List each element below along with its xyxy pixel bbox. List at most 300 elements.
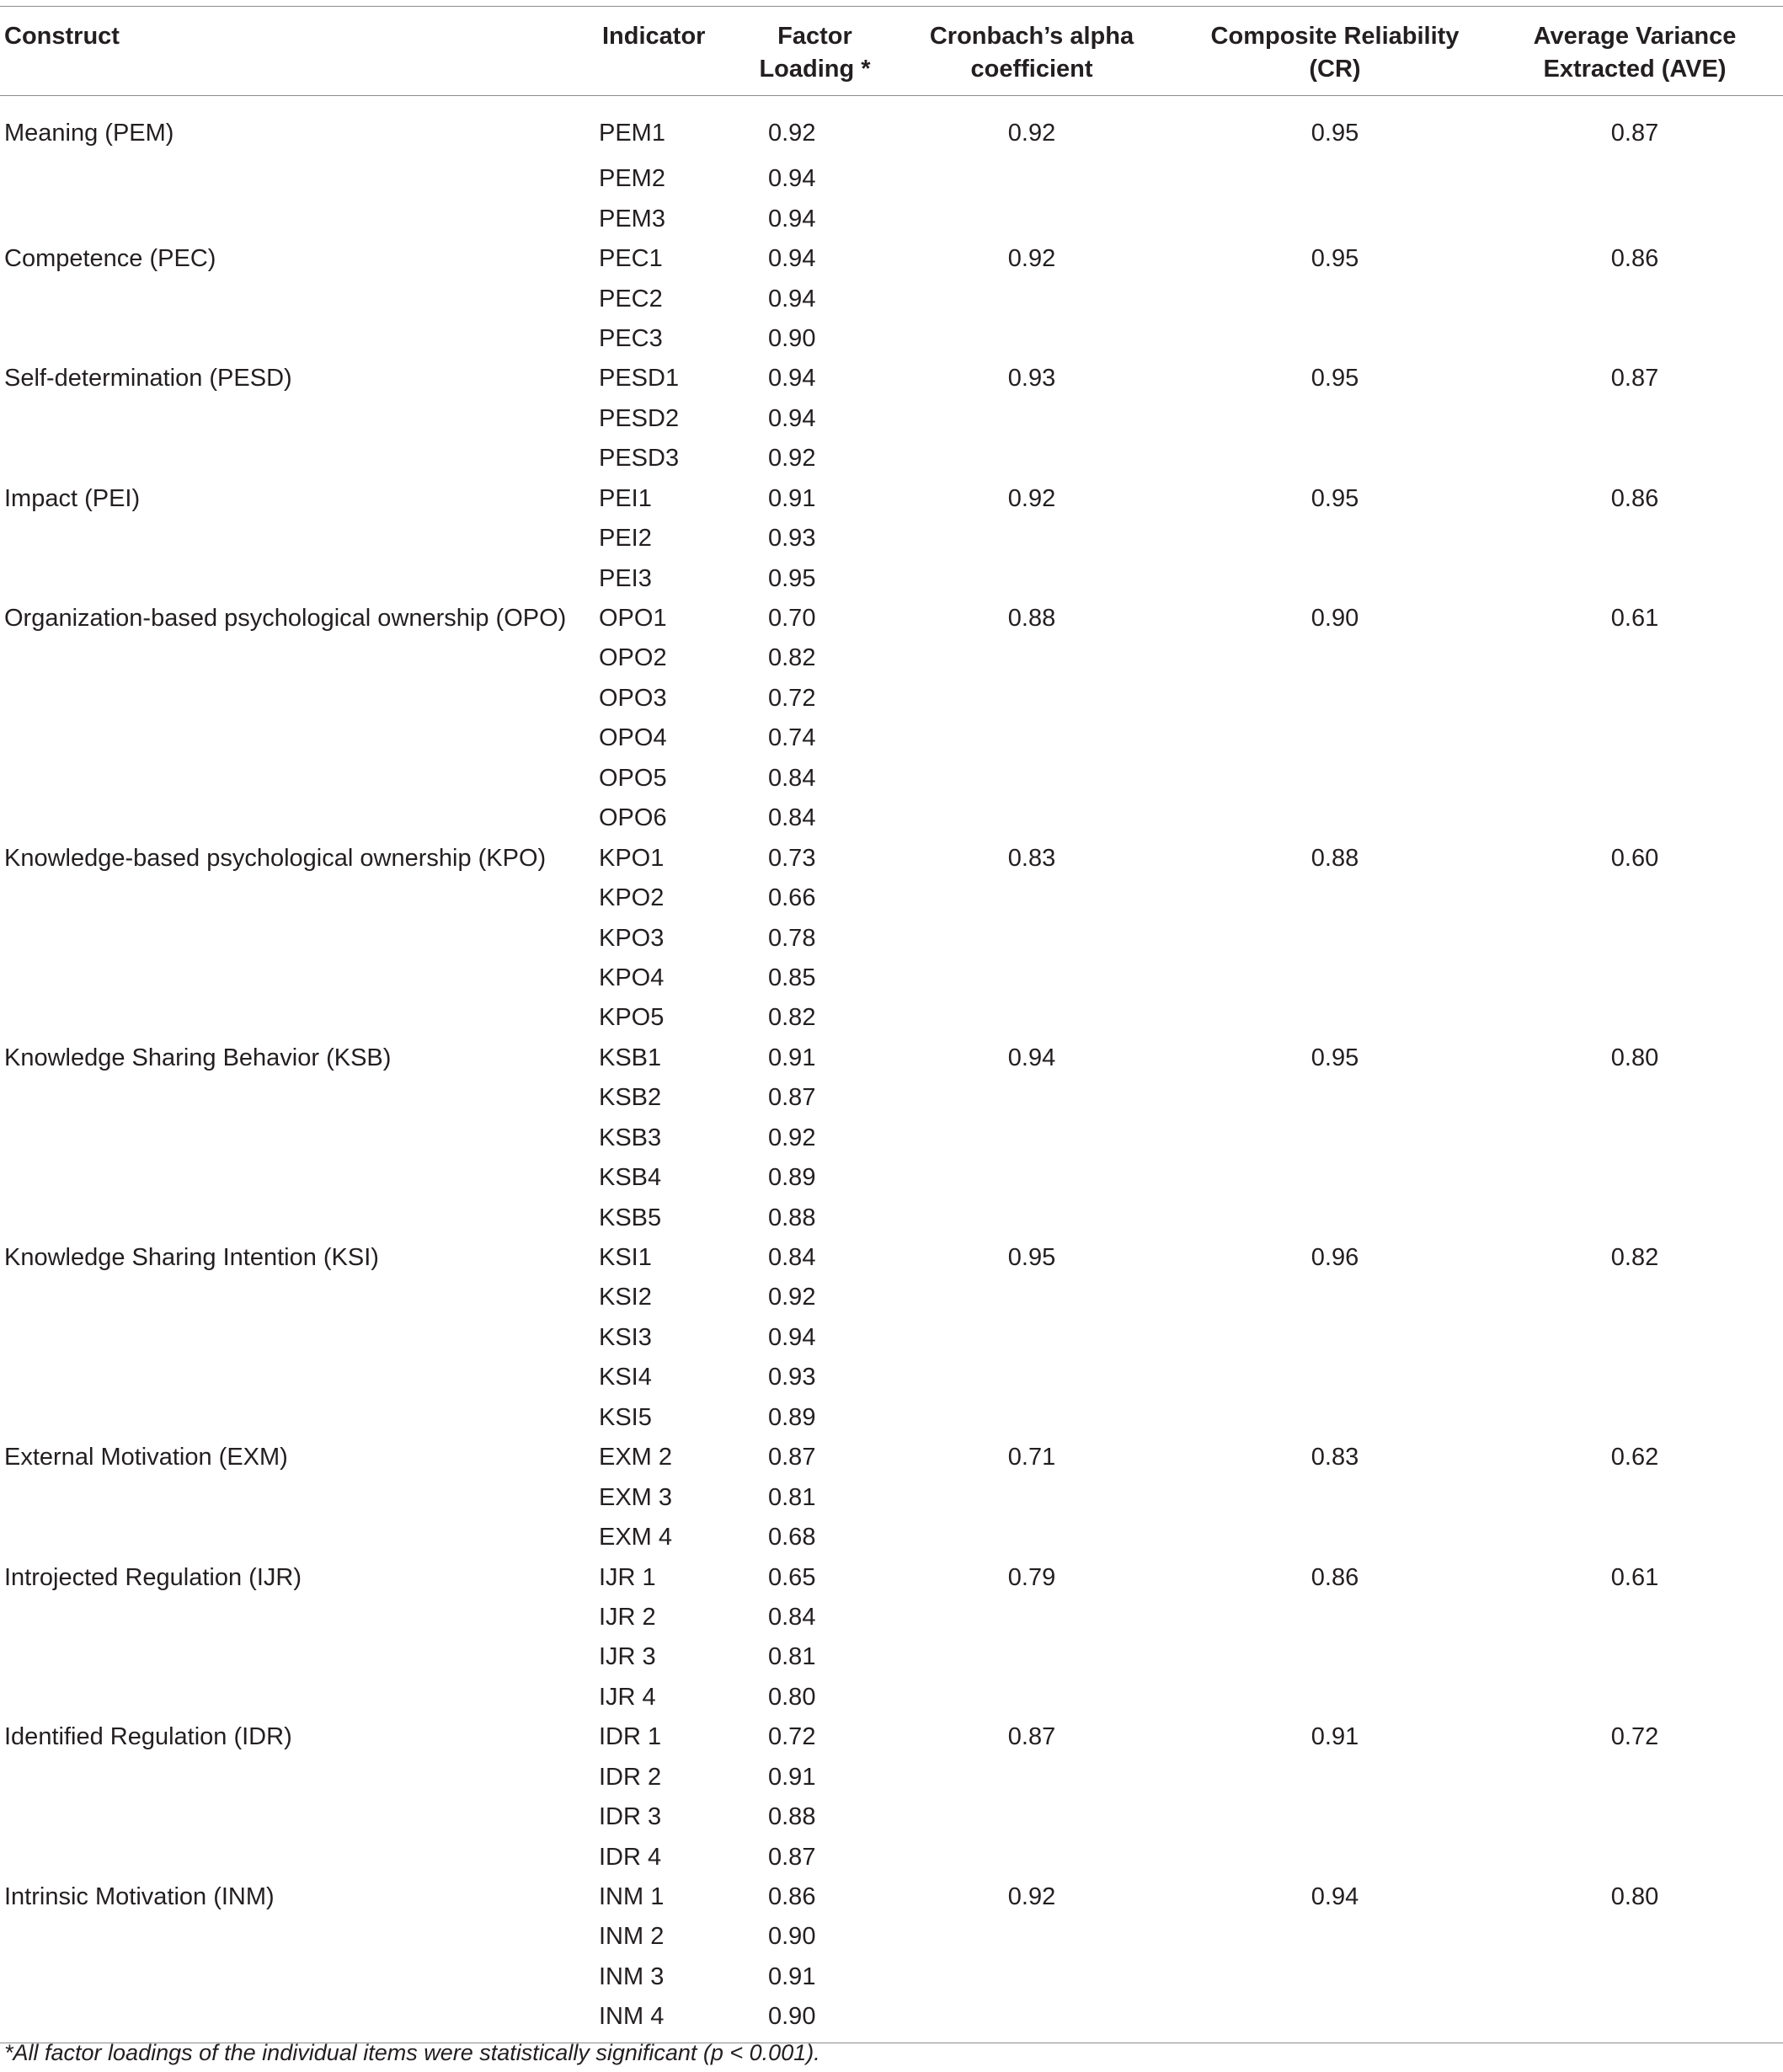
ave-cell xyxy=(1487,1477,1783,1517)
header-construct: Construct xyxy=(4,23,120,50)
construct-cell xyxy=(0,1678,598,1717)
factor-loading-cell: 0.78 xyxy=(768,924,816,952)
header-composite-reliability xyxy=(1183,7,1487,96)
indicator-cell: EXM 2 xyxy=(599,1444,673,1471)
cronbach-alpha-cell: 0.83 xyxy=(1007,844,1056,872)
cronbach-alpha-cell xyxy=(880,679,1183,718)
construct-cell xyxy=(0,399,598,439)
factor-loading-cell: 0.92 xyxy=(768,120,816,147)
composite-reliability-cell xyxy=(1183,319,1487,359)
ave-cell: 0.86 xyxy=(1610,484,1659,512)
header-factor-loading-line1: Factor xyxy=(777,23,852,50)
factor-loading-cell: 0.88 xyxy=(768,1204,816,1231)
composite-reliability-cell xyxy=(1183,959,1487,998)
construct-cell xyxy=(0,959,598,998)
composite-reliability-cell xyxy=(1183,1119,1487,1158)
factor-loading-cell: 0.94 xyxy=(768,205,816,232)
composite-reliability-cell xyxy=(1183,718,1487,758)
indicator-cell: KSI3 xyxy=(599,1323,652,1351)
ave-cell xyxy=(1487,1398,1783,1438)
ave-cell: 0.61 xyxy=(1610,605,1659,633)
cronbach-alpha-cell xyxy=(880,1957,1183,1997)
composite-reliability-cell xyxy=(1183,1997,1487,2043)
composite-reliability-cell: 0.88 xyxy=(1311,844,1359,872)
cronbach-alpha-cell: 0.92 xyxy=(1007,1883,1056,1911)
cronbach-alpha-cell xyxy=(880,1318,1183,1358)
factor-loading-cell: 0.93 xyxy=(768,525,816,553)
indicator-cell: IDR 4 xyxy=(599,1843,662,1871)
factor-loading-cell: 0.84 xyxy=(768,804,816,832)
cronbach-alpha-cell xyxy=(880,1758,1183,1797)
indicator-cell: IDR 1 xyxy=(599,1723,662,1751)
indicator-cell: PEC1 xyxy=(599,245,663,273)
cronbach-alpha-cell xyxy=(880,1477,1183,1517)
construct-cell xyxy=(0,199,598,238)
construct-cell xyxy=(0,878,598,918)
factor-loading-cell: 0.87 xyxy=(768,1843,816,1871)
table-row xyxy=(0,1078,1783,1118)
factor-loading-cell: 0.84 xyxy=(768,1244,816,1272)
ave-cell xyxy=(1487,878,1783,918)
factor-loading-cell: 0.90 xyxy=(768,324,816,352)
cronbach-alpha-cell xyxy=(880,998,1183,1038)
indicator-cell: KSB1 xyxy=(599,1044,662,1071)
indicator-cell: IDR 2 xyxy=(599,1763,662,1791)
indicator-cell: OPO4 xyxy=(599,724,667,752)
table-row xyxy=(0,1119,1783,1158)
composite-reliability-cell xyxy=(1183,1398,1487,1438)
table-row xyxy=(0,479,1783,519)
construct-cell xyxy=(0,1318,598,1358)
table-row xyxy=(0,439,1783,478)
table-row xyxy=(0,918,1783,958)
factor-loading-cell: 0.90 xyxy=(768,2003,816,2031)
composite-reliability-cell xyxy=(1183,1318,1487,1358)
ave-cell xyxy=(1487,998,1783,1038)
table-row xyxy=(0,1278,1783,1317)
cronbach-alpha-cell xyxy=(880,1917,1183,1957)
composite-reliability-cell xyxy=(1183,638,1487,678)
composite-reliability-cell xyxy=(1183,1637,1487,1677)
composite-reliability-cell: 0.95 xyxy=(1311,484,1359,512)
composite-reliability-cell xyxy=(1183,998,1487,1038)
factor-loading-cell: 0.81 xyxy=(768,1643,816,1671)
factor-loading-cell: 0.94 xyxy=(768,365,816,393)
header-cr-line1: Composite Reliability xyxy=(1210,23,1460,50)
cronbach-alpha-cell: 0.92 xyxy=(1007,484,1056,512)
table-row xyxy=(0,998,1783,1038)
indicator-cell: PESD3 xyxy=(599,445,680,473)
indicator-cell: IJR 3 xyxy=(599,1643,656,1671)
indicator-cell: IJR 1 xyxy=(599,1563,656,1591)
indicator-cell: KPO5 xyxy=(599,1004,665,1032)
ave-cell xyxy=(1487,1518,1783,1557)
header-cr-line2: (CR) xyxy=(1309,56,1361,83)
table-row xyxy=(0,679,1783,718)
cronbach-alpha-cell xyxy=(880,1598,1183,1637)
indicator-cell: INM 3 xyxy=(599,1963,665,1990)
construct-cell xyxy=(0,1158,598,1198)
factor-loading-cell: 0.94 xyxy=(768,1323,816,1351)
ave-cell xyxy=(1487,199,1783,238)
construct-cell xyxy=(0,798,598,838)
table-row xyxy=(0,878,1783,918)
ave-cell xyxy=(1487,1598,1783,1637)
table-row xyxy=(0,1158,1783,1198)
table-row xyxy=(0,279,1783,318)
factor-loading-cell: 0.91 xyxy=(768,1763,816,1791)
table-row xyxy=(0,1637,1783,1677)
table-row xyxy=(0,1477,1783,1517)
ave-cell: 0.82 xyxy=(1610,1244,1659,1272)
factor-loading-cell: 0.86 xyxy=(768,1883,816,1911)
ave-cell: 0.62 xyxy=(1610,1444,1659,1471)
indicator-cell: PEI3 xyxy=(599,564,652,592)
composite-reliability-cell xyxy=(1183,759,1487,798)
table-row xyxy=(0,1198,1783,1237)
cronbach-alpha-cell xyxy=(880,718,1183,758)
table-header xyxy=(0,7,1783,96)
table-row xyxy=(0,1837,1783,1877)
composite-reliability-cell xyxy=(1183,918,1487,958)
construct-cell xyxy=(0,1119,598,1158)
indicator-cell: PEC3 xyxy=(599,324,663,352)
construct-cell xyxy=(0,1917,598,1957)
composite-reliability-cell xyxy=(1183,1278,1487,1317)
reliability-table xyxy=(0,6,1783,2043)
ave-cell: 0.80 xyxy=(1610,1044,1659,1071)
cronbach-alpha-cell xyxy=(880,1198,1183,1237)
ave-cell xyxy=(1487,1278,1783,1317)
construct-cell xyxy=(0,159,598,199)
ave-cell: 0.61 xyxy=(1610,1563,1659,1591)
ave-cell xyxy=(1487,1637,1783,1677)
indicator-cell: EXM 3 xyxy=(599,1483,673,1511)
factor-loading-cell: 0.91 xyxy=(768,484,816,512)
indicator-cell: INM 1 xyxy=(599,1883,665,1911)
table-row xyxy=(0,1917,1783,1957)
indicator-cell: PEI1 xyxy=(599,484,652,512)
ave-cell xyxy=(1487,759,1783,798)
factor-loading-cell: 0.72 xyxy=(768,684,816,712)
composite-reliability-cell xyxy=(1183,679,1487,718)
cronbach-alpha-cell: 0.92 xyxy=(1007,120,1056,147)
ave-cell xyxy=(1487,1797,1783,1837)
composite-reliability-cell xyxy=(1183,1358,1487,1397)
indicator-cell: KSI1 xyxy=(599,1244,652,1272)
construct-cell: External Motivation (EXM) xyxy=(4,1444,288,1471)
factor-loading-cell: 0.74 xyxy=(768,724,816,752)
ave-cell xyxy=(1487,1119,1783,1158)
factor-loading-cell: 0.89 xyxy=(768,1164,816,1192)
construct-cell xyxy=(0,1957,598,1997)
table-row xyxy=(0,1758,1783,1797)
table-row xyxy=(0,1358,1783,1397)
header-ave xyxy=(1487,7,1783,96)
indicator-cell: PEI2 xyxy=(599,525,652,553)
factor-loading-cell: 0.92 xyxy=(768,1124,816,1151)
factor-loading-cell: 0.87 xyxy=(768,1444,816,1471)
factor-loading-cell: 0.72 xyxy=(768,1723,816,1751)
table-row xyxy=(0,1318,1783,1358)
construct-cell xyxy=(0,1797,598,1837)
construct-cell: Knowledge Sharing Intention (KSI) xyxy=(4,1244,379,1272)
table-row xyxy=(0,1997,1783,2043)
indicator-cell: KPO4 xyxy=(599,964,665,991)
cronbach-alpha-cell xyxy=(880,878,1183,918)
indicator-cell: INM 4 xyxy=(599,2003,665,2031)
ave-cell xyxy=(1487,1997,1783,2043)
composite-reliability-cell xyxy=(1183,1518,1487,1557)
ave-cell: 0.80 xyxy=(1610,1883,1659,1911)
factor-loading-cell: 0.81 xyxy=(768,1483,816,1511)
indicator-cell: OPO1 xyxy=(599,605,667,633)
ave-cell xyxy=(1487,718,1783,758)
indicator-cell: KPO1 xyxy=(599,844,665,872)
ave-cell: 0.86 xyxy=(1610,245,1659,273)
ave-cell: 0.87 xyxy=(1610,365,1659,393)
header-factor-loading xyxy=(750,7,880,96)
indicator-cell: KSB3 xyxy=(599,1124,662,1151)
table-row xyxy=(0,1518,1783,1557)
factor-loading-cell: 0.84 xyxy=(768,1603,816,1631)
cronbach-alpha-cell xyxy=(880,638,1183,678)
indicator-cell: PEM1 xyxy=(599,120,665,147)
table-row xyxy=(0,1678,1783,1717)
cronbach-alpha-cell xyxy=(880,1637,1183,1677)
cronbach-alpha-cell xyxy=(880,1518,1183,1557)
cronbach-alpha-cell xyxy=(880,1678,1183,1717)
table-row xyxy=(0,399,1783,439)
header-factor-loading-line2: Loading * xyxy=(759,56,871,83)
indicator-cell: PESD1 xyxy=(599,365,680,393)
composite-reliability-cell xyxy=(1183,159,1487,199)
table-row xyxy=(0,159,1783,199)
construct-cell xyxy=(0,1837,598,1877)
construct-cell xyxy=(0,718,598,758)
cronbach-alpha-cell: 0.71 xyxy=(1007,1444,1056,1471)
ave-cell xyxy=(1487,558,1783,598)
composite-reliability-cell: 0.90 xyxy=(1311,605,1359,633)
composite-reliability-cell xyxy=(1183,1678,1487,1717)
table-row xyxy=(0,718,1783,758)
construct-cell xyxy=(0,679,598,718)
cronbach-alpha-cell xyxy=(880,1158,1183,1198)
indicator-cell: KSB4 xyxy=(599,1164,662,1192)
composite-reliability-cell: 0.94 xyxy=(1311,1883,1359,1911)
composite-reliability-cell: 0.91 xyxy=(1311,1723,1359,1751)
construct-cell: Intrinsic Motivation (INM) xyxy=(4,1883,275,1911)
table-row xyxy=(0,1717,1783,1757)
ave-cell xyxy=(1487,279,1783,318)
header-ave-line1: Average Variance xyxy=(1533,23,1737,50)
construct-cell xyxy=(0,279,598,318)
cronbach-alpha-cell xyxy=(880,1837,1183,1877)
factor-loading-cell: 0.80 xyxy=(768,1683,816,1711)
factor-loading-cell: 0.70 xyxy=(768,605,816,633)
construct-cell xyxy=(0,759,598,798)
table-footnote: *All factor loadings of the individual items were statistically significant (p < 0.001). xyxy=(4,2040,820,2065)
factor-loading-cell: 0.82 xyxy=(768,644,816,672)
construct-cell xyxy=(0,439,598,478)
composite-reliability-cell xyxy=(1183,1477,1487,1517)
construct-cell xyxy=(0,1278,598,1317)
ave-cell xyxy=(1487,638,1783,678)
construct-cell: Organization-based psychological ownership (OPO) xyxy=(4,605,567,633)
composite-reliability-cell: 0.95 xyxy=(1311,1044,1359,1071)
table-row xyxy=(0,359,1783,398)
table-row xyxy=(0,1797,1783,1837)
factor-loading-cell: 0.65 xyxy=(768,1563,816,1591)
table-row xyxy=(0,1438,1783,1477)
construct-cell xyxy=(0,1598,598,1637)
composite-reliability-cell xyxy=(1183,1917,1487,1957)
construct-cell xyxy=(0,1078,598,1118)
table-row xyxy=(0,558,1783,598)
composite-reliability-cell: 0.83 xyxy=(1311,1444,1359,1471)
header-ave-line2: Extracted (AVE) xyxy=(1543,56,1727,83)
cronbach-alpha-cell xyxy=(880,558,1183,598)
indicator-cell: IJR 4 xyxy=(599,1683,656,1711)
factor-loading-cell: 0.94 xyxy=(768,245,816,273)
composite-reliability-cell xyxy=(1183,1598,1487,1637)
composite-reliability-cell: 0.95 xyxy=(1311,120,1359,147)
ave-cell xyxy=(1487,399,1783,439)
construct-cell: Competence (PEC) xyxy=(4,245,216,273)
header-row xyxy=(0,7,1783,96)
factor-loading-cell: 0.95 xyxy=(768,564,816,592)
factor-loading-cell: 0.92 xyxy=(768,1284,816,1311)
indicator-cell: KPO3 xyxy=(599,924,665,952)
cronbach-alpha-cell: 0.95 xyxy=(1007,1244,1056,1272)
construct-cell: Meaning (PEM) xyxy=(4,120,174,147)
indicator-cell: INM 2 xyxy=(599,1923,665,1951)
factor-loading-cell: 0.94 xyxy=(768,404,816,432)
factor-loading-cell: 0.73 xyxy=(768,844,816,872)
ave-cell xyxy=(1487,1957,1783,1997)
cronbach-alpha-cell xyxy=(880,1997,1183,2043)
ave-cell xyxy=(1487,319,1783,359)
cronbach-alpha-cell xyxy=(880,319,1183,359)
cronbach-alpha-cell xyxy=(880,798,1183,838)
ave-cell: 0.60 xyxy=(1610,844,1659,872)
table-row xyxy=(0,1957,1783,1997)
table-row xyxy=(0,599,1783,638)
composite-reliability-cell: 0.96 xyxy=(1311,1244,1359,1272)
cronbach-alpha-cell: 0.94 xyxy=(1007,1044,1056,1071)
factor-loading-cell: 0.93 xyxy=(768,1364,816,1391)
ave-cell xyxy=(1487,519,1783,558)
cronbach-alpha-cell xyxy=(880,1078,1183,1118)
cronbach-alpha-cell xyxy=(880,1278,1183,1317)
construct-cell xyxy=(0,1358,598,1397)
table-row xyxy=(0,239,1783,279)
header-cronbach-line2: coefficient xyxy=(970,56,1093,83)
composite-reliability-cell xyxy=(1183,798,1487,838)
construct-cell xyxy=(0,1518,598,1557)
construct-cell xyxy=(0,1477,598,1517)
construct-cell xyxy=(0,1997,598,2043)
table-body xyxy=(0,96,1783,2043)
indicator-cell: IJR 2 xyxy=(599,1603,656,1631)
ave-cell xyxy=(1487,1158,1783,1198)
cronbach-alpha-cell: 0.79 xyxy=(1007,1563,1056,1591)
factor-loading-cell: 0.66 xyxy=(768,884,816,912)
cronbach-alpha-cell xyxy=(880,959,1183,998)
cronbach-alpha-cell xyxy=(880,399,1183,439)
header-cronbach-alpha xyxy=(880,7,1183,96)
factor-loading-cell: 0.90 xyxy=(768,1923,816,1951)
table-row xyxy=(0,1039,1783,1078)
header-cronbach-line1: Cronbach’s alpha xyxy=(929,23,1134,50)
composite-reliability-cell xyxy=(1183,878,1487,918)
factor-loading-cell: 0.92 xyxy=(768,445,816,473)
composite-reliability-cell xyxy=(1183,1957,1487,1997)
ave-cell xyxy=(1487,1837,1783,1877)
cronbach-alpha-cell xyxy=(880,159,1183,199)
construct-cell: Knowledge Sharing Behavior (KSB) xyxy=(4,1044,392,1071)
composite-reliability-cell xyxy=(1183,1837,1487,1877)
table-row xyxy=(0,838,1783,878)
table-row xyxy=(0,959,1783,998)
construct-cell xyxy=(0,998,598,1038)
table-row xyxy=(0,1238,1783,1278)
indicator-cell: OPO2 xyxy=(599,644,667,672)
construct-cell: Impact (PEI) xyxy=(4,484,141,512)
composite-reliability-cell xyxy=(1183,1158,1487,1198)
table-row xyxy=(0,319,1783,359)
cronbach-alpha-cell xyxy=(880,439,1183,478)
ave-cell xyxy=(1487,1198,1783,1237)
cronbach-alpha-cell xyxy=(880,1358,1183,1397)
composite-reliability-cell xyxy=(1183,1078,1487,1118)
indicator-cell: PESD2 xyxy=(599,404,680,432)
cronbach-alpha-cell xyxy=(880,199,1183,238)
construct-cell xyxy=(0,638,598,678)
construct-cell: Identified Regulation (IDR) xyxy=(4,1723,292,1751)
table-row xyxy=(0,1877,1783,1917)
composite-reliability-cell: 0.95 xyxy=(1311,245,1359,273)
factor-loading-cell: 0.87 xyxy=(768,1084,816,1112)
composite-reliability-cell: 0.95 xyxy=(1311,365,1359,393)
factor-loading-cell: 0.84 xyxy=(768,764,816,792)
indicator-cell: PEM2 xyxy=(599,165,665,193)
ave-cell: 0.72 xyxy=(1610,1723,1659,1751)
construct-cell xyxy=(0,1637,598,1677)
ave-cell xyxy=(1487,1758,1783,1797)
factor-loading-cell: 0.91 xyxy=(768,1044,816,1071)
indicator-cell: KSB2 xyxy=(599,1084,662,1112)
header-indicator: Indicator xyxy=(602,23,706,50)
indicator-cell: IDR 3 xyxy=(599,1803,662,1831)
table-row xyxy=(0,798,1783,838)
composite-reliability-cell xyxy=(1183,279,1487,318)
indicator-cell: KSI5 xyxy=(599,1403,652,1431)
table-row xyxy=(0,638,1783,678)
construct-cell xyxy=(0,319,598,359)
table-row xyxy=(0,96,1783,160)
cronbach-alpha-cell: 0.88 xyxy=(1007,605,1056,633)
ave-cell xyxy=(1487,1678,1783,1717)
composite-reliability-cell: 0.86 xyxy=(1311,1563,1359,1591)
construct-cell xyxy=(0,1758,598,1797)
composite-reliability-cell xyxy=(1183,1797,1487,1837)
ave-cell xyxy=(1487,1917,1783,1957)
factor-loading-cell: 0.68 xyxy=(768,1524,816,1551)
ave-cell: 0.87 xyxy=(1610,120,1659,147)
ave-cell xyxy=(1487,1358,1783,1397)
table-row xyxy=(0,519,1783,558)
